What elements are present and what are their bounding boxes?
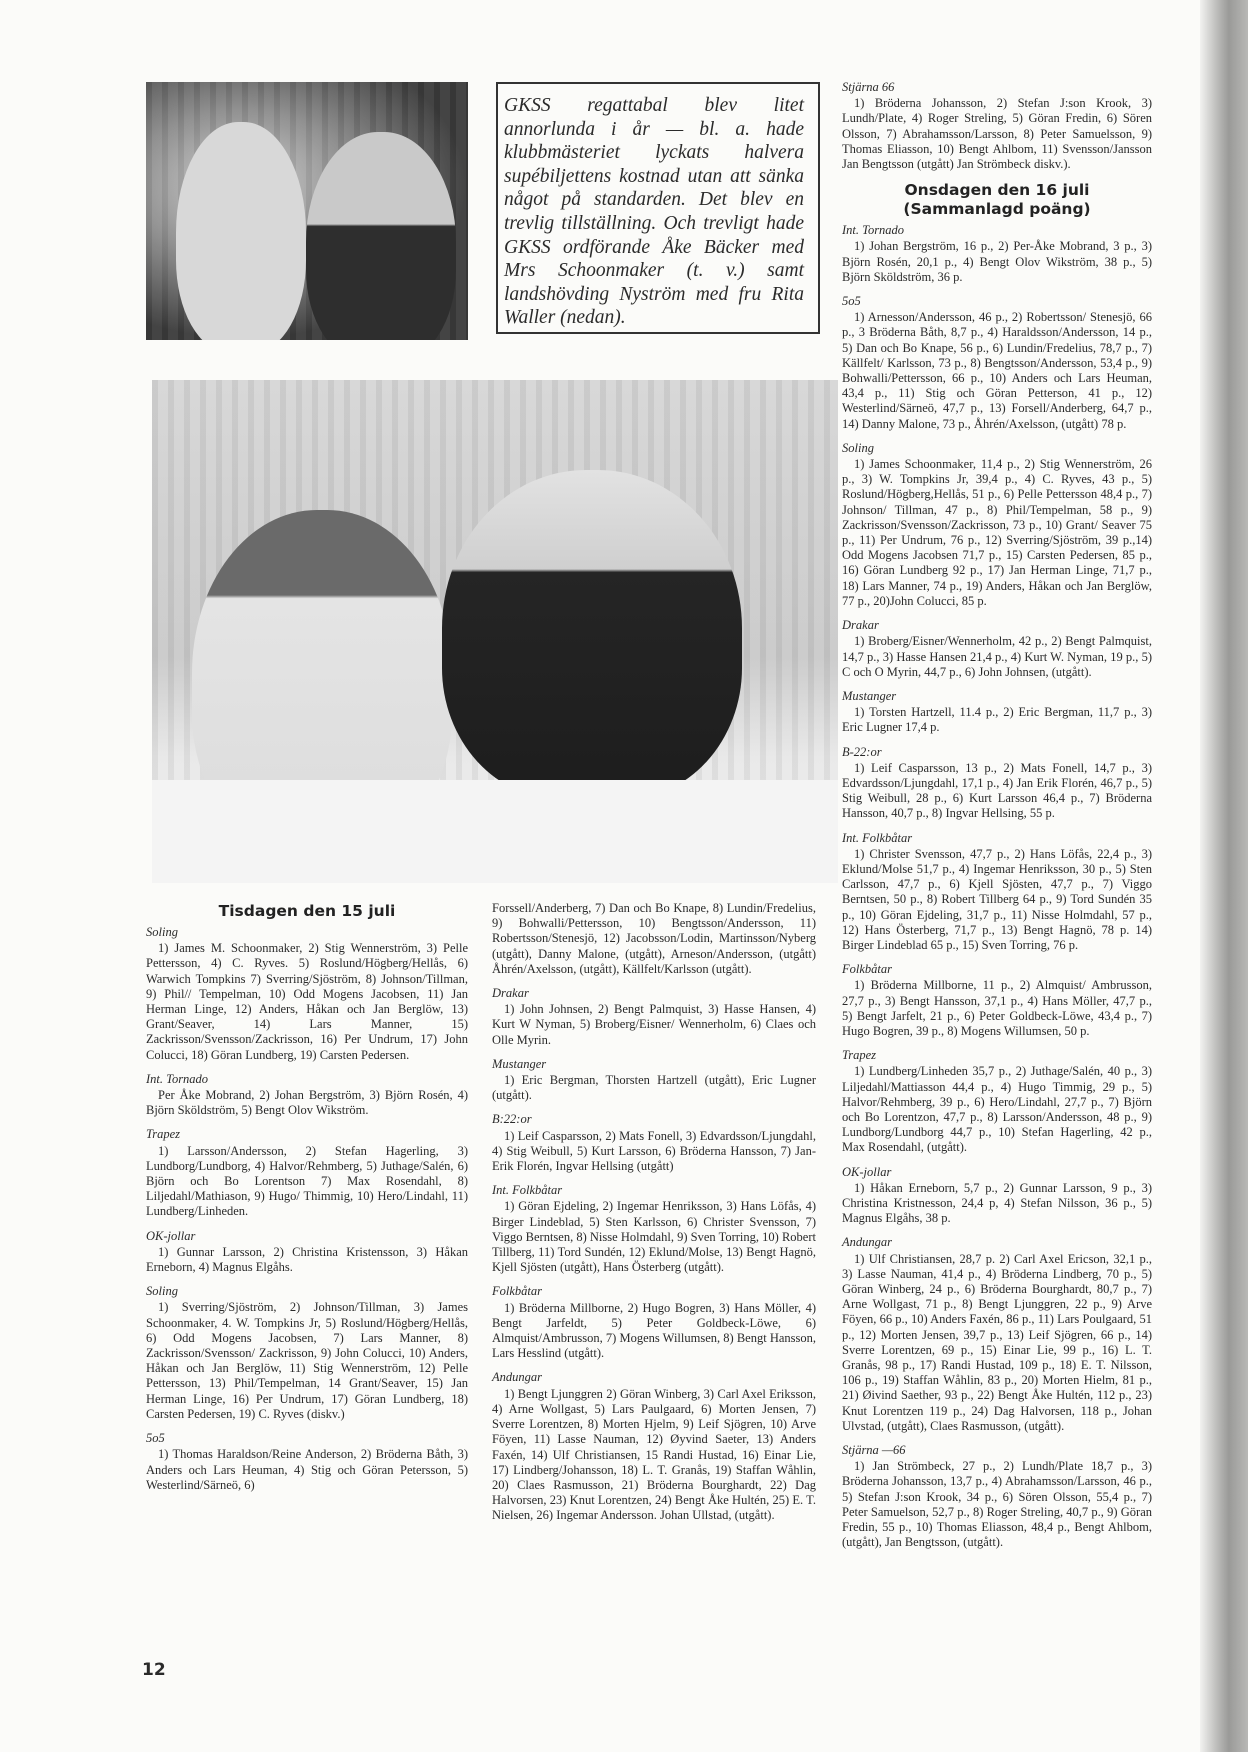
day-heading-line2: (Sammanlagd poäng)	[903, 200, 1091, 219]
class-results-section	[492, 986, 816, 1048]
class-results-section	[492, 1057, 816, 1104]
class-results-section	[146, 925, 468, 1063]
class-results-section	[842, 745, 1152, 822]
photo-couple-top	[146, 82, 468, 340]
class-results-section	[146, 1431, 468, 1493]
class-results-section	[146, 1072, 468, 1119]
photo-caption: GKSS regattabal blev litet annorlunda i år — bl. a. hade klubbmästeriet lyckats halvera supébiljettens kostnad utan att sänka något på standarden. Det blev en trevlig tillställning. Och trevligt hade GKSS ordförande Åke Bäcker med Mrs Schoonmaker (t. v.) samt landshövding Nyström med fru Rita Waller (nedan).	[504, 95, 804, 329]
class-results: 1) Leif Casparsson, 13 p., 2) Mats Fonell, 14,7 p., 3) Edvardsson/Ljungdahl, 17,1 p., 4) Jan Erik Florén, 46,7 p., 5) Stig Weibull, 28 p., 6) Kurt Larsson 46,4 p., 7) Bröderna Hansson, 40,7 p., 8) Ingvar Hellsing, 55 p.	[842, 760, 1152, 821]
class-results-section	[842, 1165, 1152, 1227]
photo-man	[306, 132, 456, 340]
class-title: 5o5	[842, 294, 861, 309]
class-results: 1) Ulf Christiansen, 28,7 p. 2) Carl Axel Ericson, 32,1 p., 3) Lasse Nauman, 41,4 p., 4) Bröderna Lindberg, 70 p., 5) Göran Winberg, 24 p., 6) Bröderna Bourghardt, 80,7 p., 7) Arne Wollgast, 71 p., 8) Bengt Ljunggren, 22 p., 9) Arve Föyen, 66 p., 10) Anders Faxén, 86 p., 11) Lars Poulgaard, 51 p., 12) Morten Jensen, 39,7 p., 13) Leif Sjögren, 66 p., 14) Sverre Lorentzen, 69 p., 15) Einar Lie, 99 p., 16) L. T. Granås, 98 p., 17) Randi Hustad, 109 p., 18) E. T. Nilsson, 106 p., 19) Staffan Wåhlin, 83 p., 20) Morten Hielm, 81 p., 21) Øivind Saether, 93 p., 22) Bengt Åke Hultén, 112 p., 23) Knut Lorentzen 119 p., 24) Dag Halvorsen, 118 p., Johan Ulvstad, (utgått), Claes Rasmusson, (utgått).	[842, 1251, 1152, 1433]
class-results: 1) Johan Bergström, 16 p., 2) Per-Åke Mobrand, 3 p., 3) Björn Rosén, 20,1 p., 4) Bengt Olov Wikström, 38 p., 5) Björn Sköldström, 36 p.	[842, 239, 1152, 284]
class-results: 1) John Johnsen, 2) Bengt Palmquist, 3) Hasse Hansen, 4) Kurt W Nyman, 5) Broberg/Eisner/ Wennerholm, 6) Claes och Olle Myrin.	[492, 1002, 816, 1047]
class-title: Soling	[146, 1284, 178, 1299]
class-results-section	[842, 618, 1152, 680]
class-results: 1) Bengt Ljunggren 2) Göran Winberg, 3) Carl Axel Eriksson, 4) Arne Wollgast, 5) Lars Paulgaard, 6) Morten Jensen, 7) Sverre Lorentzen, 8) Morten Hjelm, 9) Leif Sjögren, 10) Arve Föyen, 11) Lasse Nauman, 12) Øyvind Saeter, 13) Anders Faxén, 14) Ulf Christiansen, 15 Randi Hustad, 16) Einar Lie, 17) Lindberg/Johansson, 18) L. T. Granås, 19) Staffan Wåhlin, 20) Claes Rasmusson, 21) Bröderna Bourghardt, 22) Dag Halvorsen, 23) Knut Lorentzen, 24) Bengt Åke Hultén, 25) E. T. Nielsen, 26) Ingemar Andersson. Johan Ullstad, (utgått).	[492, 1386, 816, 1523]
results-column-left	[146, 896, 468, 1502]
class-title: Andungar	[842, 1235, 892, 1250]
continued-text: Forssell/Anderberg, 7) Dan och Bo Knape, 8) Lundin/Fredelius, 9) Bohwalli/Pettersson, 10) Bengtsson/Andersson, 11) Robertsson/Stenesjö, 12) Jacobsson/Lodin, Martinsson/Nyberg (utgått), Danny Malone, (utgått), Arneson/Andersson, (utgått) Åhrén/Axelsson, (utgått), Källfelt/Karlsson (utgått).	[492, 901, 816, 976]
day-heading-wednesday	[842, 181, 1152, 219]
class-title: 5o5	[146, 1431, 165, 1446]
class-results: 1) Sverring/Sjöström, 2) Johnson/Tillman, 3) James Schoonmaker, 4. W. Tompkins Jr, 5) Roslund/Högberg/Hellås, 6) Odd Mogens Jacobsen, 7) Lars Manner, 8) Zackrisson/Svensson/ Zackrisson, 9) John Colucci, 10) Anders, Håkan och Jan Berglöw, 11) Stig Wennerström, 12) Pelle Pettersson, 13) Phil/Tempelman, 14 Grant/Seaver, 15) Jan Herman Linge, 16) Per Undrum, 17) Göran Lundberg, 18) Carsten Pedersen, 19) C. Ryves (diskv.)	[146, 1300, 468, 1421]
class-results: 1) Gunnar Larsson, 2) Christina Kristensson, 3) Håkan Erneborn, 4) Magnus Elgåhs.	[146, 1244, 468, 1275]
class-title: Andungar	[492, 1370, 542, 1385]
class-title: B-22:or	[842, 744, 882, 759]
class-results: 1) Leif Casparsson, 2) Mats Fonell, 3) Edvardsson/Ljungdahl, 4) Stig Weibull, 5) Kurt Larsson, 6) Bröderna Hansson, 7) Jan-Erik Florén, Ingvar Hellsing (utgått)	[492, 1128, 816, 1174]
class-results-section	[492, 1183, 816, 1275]
class-title: OK-jollar	[146, 1228, 196, 1243]
class-results: 1) James M. Schoonmaker, 2) Stig Wennerström, 3) Pelle Pettersson, 4) C. Ryves. 5) Roslund/Högberg/Hellås, 6) Warwich Tompkins 7) Sverring/Sjöström, 8) Johnson/Tillman, 9) Phil// Tempelman, 10) Odd Mogens Jacobsen, 11) Jan Herman Linge, 12) Anders, Håkan och Jan Berglöw, 13) Grant/Seaver, 14) Lars Manner, 15) Zackrisson/Svensson/Zackrisson, 16) Per Undrum, 17) John Colucci, 18) Göran Lundberg, 19) Carsten Pedersen.	[146, 941, 468, 1062]
class-results-section	[842, 1443, 1152, 1550]
class-results-section	[146, 1229, 468, 1276]
class-results-section	[492, 1112, 816, 1174]
class-results-section	[842, 80, 1152, 172]
class-results: 1) Bröderna Johansson, 2) Stefan J:son Krook, 3) Lundh/Plate, 4) Roger Streling, 5) Göran Fredin, 6) Sören Olsson, 7) Abrahamsson/Larsson, 8) Peter Samuelsson, 9) Thomas Eliasson, 10) Bengt Ahlbom, 11) Svensson/Jansson Jan Bengtsson (utgått) Jan Strömbeck diskv.).	[842, 96, 1152, 172]
class-results-section	[842, 223, 1152, 285]
class-title: Int. Folkbåtar	[492, 1183, 563, 1198]
class-title: Trapez	[842, 1048, 877, 1063]
class-results-section	[842, 1235, 1152, 1434]
class-title: Folkbåtar	[842, 962, 892, 977]
class-results: 1) Eric Bergman, Thorsten Hartzell (utgått), Eric Lugner (utgått).	[492, 1073, 816, 1103]
class-title: Trapez	[146, 1127, 181, 1142]
class-results: 1) Lundberg/Linheden 35,7 p., 2) Juthage/Salén, 40 p., 3) Liljedahl/Mattiasson 44,4 p., 4) Hugo Timmig, 29 p., 5) Halvor/Rehmberg, 39 p., 6) Hero/Lindahl, 27,7 p., 7) Björn och Bo Lorentzon, 47,7 p., 8) Larsson/Andersson, 48 p., 9) Lundborg/Lundborg 44,7 p., 10) Stefan Hagerling, 42 p., Max Rosendahl, (utgått).	[842, 1064, 1152, 1155]
class-results: 1) Christer Svensson, 47,7 p., 2) Hans Löfås, 22,4 p., 3) Eklund/Molse 51,7 p., 4) Ingemar Henriksson, 30 p., 5) Sten Carlsson, 47,7 p., 6) Kjell Sjösten, 47,7 p., 7) Viggo Berntsen, 50 p., 8) Robert Tillberg 64 p., 9) Tord Sundén 35 p., 10) Göran Ejdeling, 31,7 p., 11) Nisse Holmdahl, 57 p., 12) Hans Österberg, 71,7 p., 13) Bengt Hagnö, 78 p. 14) Birger Lindeblad 65 p., 15) Sven Torring, 76 p.	[842, 846, 1152, 952]
day-heading-line1: Onsdagen den 16 juli	[904, 181, 1090, 200]
class-results: 1) Torsten Hartzell, 11.4 p., 2) Eric Bergman, 11,7 p., 3) Eric Lugner 17,4 p.	[842, 705, 1152, 735]
class-title: Soling	[146, 925, 178, 939]
class-results-section	[492, 1370, 816, 1523]
results-column-middle	[492, 901, 816, 1533]
class-results: Per Åke Mobrand, 2) Johan Bergström, 3) Björn Rosén, 4) Björn Sköldström, 5) Bengt Olov Wikström.	[146, 1088, 468, 1118]
page-binding-shadow	[1200, 0, 1248, 1752]
class-results-section	[842, 441, 1152, 609]
class-results-section	[842, 1048, 1152, 1155]
class-title: Int. Folkbåtar	[842, 830, 913, 845]
class-results: 1) Jan Strömbeck, 27 p., 2) Lundh/Plate 18,7 p., 3) Bröderna Johansson, 13,7 p., 4) Abrahamsson/Larsson, 46 p., 5) Stefan J:son Krook, 34 p., 6) Sören Olsson, 55,4 p., 7) Peter Samuelson, 52,7 p., 8) Roger Streling, 40,7 p., 9) Göran Fredin, 55 p., 10) Thomas Eliasson, 48,4 p., Bengt Ahlbom, (utgått), Jan Bengtsson, (utgått).	[842, 1459, 1152, 1550]
class-title: Soling	[842, 440, 874, 455]
class-title: Drakar	[492, 986, 529, 1001]
results-column-right	[842, 80, 1152, 1559]
class-results: 1) Thomas Haraldson/Reine Anderson, 2) Bröderna Båth, 3) Anders och Lars Heuman, 4) Stig och Göran Petersson, 5) Westerlind/Särneö, 6)	[146, 1447, 468, 1492]
day-heading-tuesday: Tisdagen den 15 juli	[218, 902, 396, 920]
class-title: Folkbåtar	[492, 1284, 542, 1299]
class-title: B:22:or	[492, 1112, 532, 1127]
class-title: Stjärna —66	[842, 1443, 906, 1458]
class-title: Mustanger	[842, 688, 897, 703]
photo-couple-table	[152, 380, 838, 883]
class-title: Int. Tornado	[146, 1071, 209, 1086]
class-results: 1) Bröderna Millborne, 2) Hugo Bogren, 3) Hans Möller, 4) Bengt Jarfeldt, 5) Peter Goldbeck-Löwe, 6) Almquist/Ambrusson, 7) Mogens Willumsen, 8) Bengt Hansson, Lars Hesslind (utgått).	[492, 1300, 816, 1361]
class-results: 1) Håkan Erneborn, 5,7 p., 2) Gunnar Larsson, 9 p., 3) Christina Kristnesson, 24,4 p, 4) Stefan Nilsson, 36 p., 5) Magnus Elgåhs, 38 p.	[842, 1180, 1152, 1226]
class-results-section	[492, 1284, 816, 1361]
class-title: Int. Tornado	[842, 223, 905, 238]
class-results-section	[146, 1127, 468, 1219]
class-results: 1) Bröderna Millborne, 11 p., 2) Almquist/ Ambrusson, 27,7 p., 3) Bengt Hansson, 37,1 p., 4) Hans Möller, 47,7 p., 5) Bengt Jarfelt, 21 p., 6) Peter Goldbeck-Löwe, 43,4 p., 7) Hugo Bogren, 39 p., 8) Mogens Willumsen, 50 p.	[842, 978, 1152, 1038]
class-title: Mustanger	[492, 1056, 547, 1071]
photo-woman	[176, 122, 306, 340]
photo-tablecloth	[152, 780, 838, 883]
class-results: 1) Göran Ejdeling, 2) Ingemar Henriksson, 3) Hans Löfås, 4) Birger Lindeblad, 5) Sten Karlsson, 6) Christer Svensson, 7) Viggo Berntsen, 8) Nisse Holmdahl, 9) Sven Torring, 10) Robert Tillberg, 11) Tord Sundén, 12) Eklund/Molse, 13) Bengt Hagnö, Kjell Sjösten (utgått), Hans Österberg (utgått).	[492, 1199, 816, 1275]
class-results: 1) Broberg/Eisner/Wennerholm, 42 p., 2) Bengt Palmquist, 14,7 p., 3) Hasse Hansen 21,4 p., 4) Kurt W. Nyman, 19 p., 5) C och O Myrin, 44,7 p., 6) John Johnsen, (utgått).	[842, 634, 1152, 679]
class-results-section	[842, 831, 1152, 954]
class-title: Drakar	[842, 618, 879, 633]
class-results-section	[842, 689, 1152, 736]
class-results-section	[842, 294, 1152, 432]
photo-man-seated	[442, 470, 742, 800]
class-title: Stjärna 66	[842, 80, 895, 94]
class-results-section	[842, 962, 1152, 1039]
class-results: 1) Arnesson/Andersson, 46 p., 2) Robertsson/ Stenesjö, 66 p., 3 Bröderna Båth, 8,7 p., 4) Haraldsson/Andersson, 14 p., 5) Dan och Bo Knape, 56 p., 6) Lundin/Fredelius, 78,7 p., 7) Källfelt/ Karlsson, 73 p., 8) Bengtsson/Andersson, 53,4 p., 9) Bohwalli/Pettersson, 66 p., 10) Anders och Lars Heuman, 43,4 p., 11) Stig och Göran Petterson, 41 p., 12) Westerlind/Särneö, 47,7 p., 13) Forsell/Anderberg, 64,7 p., 14) Danny Malone, 73 p., Åhrén/Axelsson, (utgått) 78 p.	[842, 310, 1152, 431]
class-title: OK-jollar	[842, 1164, 892, 1179]
class-results: 1) Larsson/Andersson, 2) Stefan Hagerling, 3) Lundborg/Lundborg, 4) Halvor/Rehmberg, 5) Juthage/Salén, 6) Björn och Bo Lorentson 7) Max Rosendahl, 8) Liljedahl/Mathiason, 9) Hugo/ Thimmig, 10) Hero/Lindahl, 11) Lundberg/Linheden.	[146, 1143, 468, 1219]
class-results-section	[146, 1284, 468, 1422]
page-number: 12	[142, 1660, 166, 1680]
class-results: 1) James Schoonmaker, 11,4 p., 2) Stig Wennerström, 26 p., 3) W. Tompkins Jr, 39,4 p., 4) C. Ryves, 43 p., 5) Roslund/Högberg,Hellås, 51 p., 6) Pelle Pettersson 48,4 p., 7) Johnson/ Tillman, 47 p., 8) Phil/Tempelman, 58 p., 9) Zackrisson/Svensson/Zackrisson, 73 p., 10) Grant/ Seaver 75 p., 11) Per Undrum, 76 p., 12) Sverring/Sjöström, 39 p.,14) Odd Mogens Jacobsen 71,7 p., 15) Carsten Pedersen, 85 p., 16) Göran Lundberg 92 p., 17) Jan Herman Linge, 71,7 p., 18) Lars Manner, 74 p., 19) Anders, Håkan och Jan Berglöw, 77 p., 20)John Colucci, 85 p.	[842, 457, 1152, 608]
